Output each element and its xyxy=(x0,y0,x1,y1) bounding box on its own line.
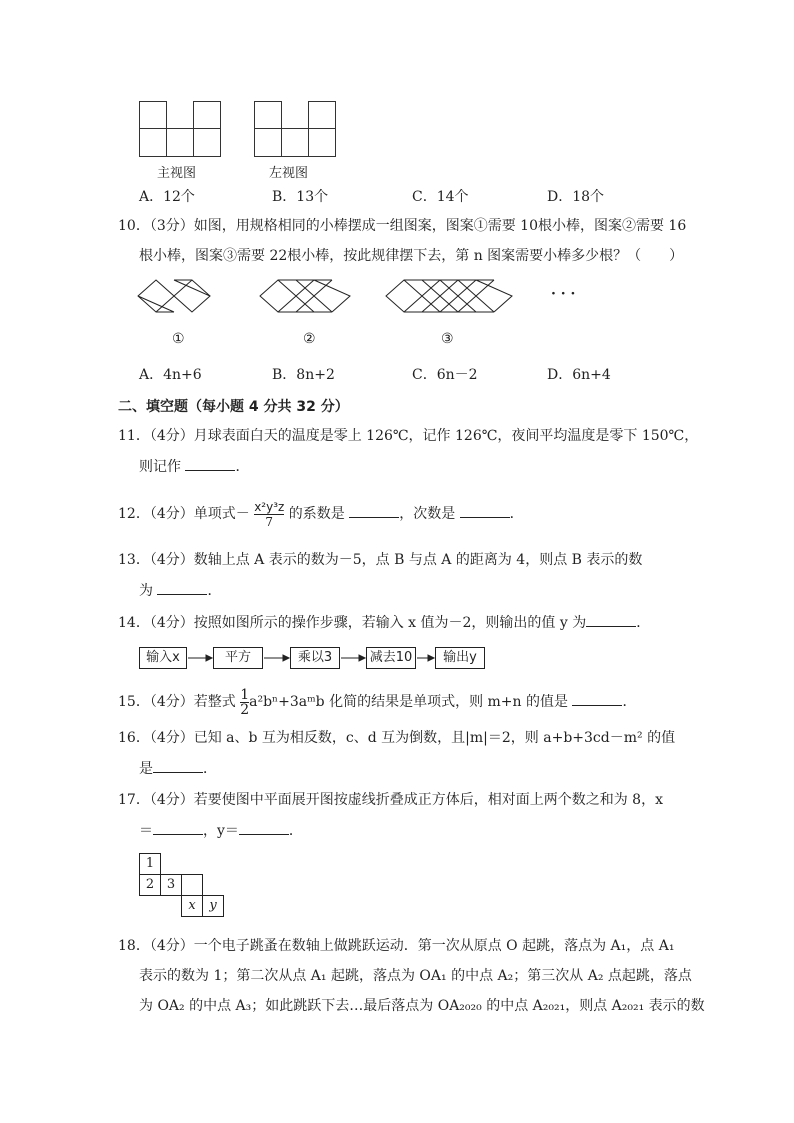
q15-pre: 15．（4分）若整式 xyxy=(118,694,236,710)
q11-line2 xyxy=(139,456,249,477)
q10-line2: 根小棒，图案③需要 22根小棒，按此规律摆下去，第 n 图案需要小棒多少根？（ ） xyxy=(139,248,684,264)
net-cell-blank xyxy=(181,874,203,896)
front-view-figure xyxy=(139,101,221,157)
q14-line1 xyxy=(118,612,650,633)
left-view-figure xyxy=(254,101,336,157)
q13-line2-post: ． xyxy=(207,583,222,599)
q14-answer-blank[interactable] xyxy=(586,612,636,627)
q9-option-c: C．14个 xyxy=(412,189,469,205)
q9-option-d: D．18个 xyxy=(547,189,605,205)
net-cell-2: 2 xyxy=(139,874,161,896)
q12-line xyxy=(118,498,524,530)
net-cell-3: 3 xyxy=(160,874,182,896)
q9-option-a: A．12个 xyxy=(139,189,195,205)
net-cell-y: y xyxy=(202,895,224,917)
q15-denominator: 2 xyxy=(240,701,250,718)
flow-step-square: 平方 xyxy=(213,647,263,669)
q13-line2-pre: 为 xyxy=(139,583,153,599)
q18-line3: 为 OA₂ 的中点 A₃；如此跳跃下去…最后落点为 OA₂₀₂₀ 的中点 A₂₀₂₁，则点 A₂₀₂₁ 表示的数 xyxy=(139,998,705,1014)
q12-mid2: ，次数是 xyxy=(399,506,456,522)
q15-line xyxy=(118,684,636,720)
flow-step-input: 输入x xyxy=(139,647,187,669)
q17-line2-a: ＝ xyxy=(139,823,153,839)
q10-option-a: A．4n+6 xyxy=(139,367,202,383)
q12-fraction xyxy=(254,500,284,529)
q18-line1: 18．（4分）一个电子跳蚤在数轴上做跳跃运动．第一次从原点 O 起跳，落点为 A₁，点 A₁ xyxy=(118,938,675,954)
q15-answer-blank[interactable] xyxy=(572,691,622,706)
q16-answer-blank[interactable] xyxy=(153,758,203,773)
flow-step-multiply: 乘以3 xyxy=(290,647,340,669)
q11-line1: 11．（4分）月球表面白天的温度是零上 126℃，记作 126℃，夜间平均温度是零下 150℃， xyxy=(118,428,699,444)
q10-option-d: D．6n+4 xyxy=(547,367,611,383)
front-view-label: 主视图 xyxy=(157,166,197,181)
q16-line2-pre: 是 xyxy=(139,761,153,777)
q12-denominator: 7 xyxy=(265,514,274,529)
flow-step-subtract: 减去10 xyxy=(366,647,416,669)
left-view-label: 左视图 xyxy=(269,166,309,181)
q13-line2 xyxy=(139,580,221,601)
q17-line2-b: ，y＝ xyxy=(203,823,239,839)
net-cell-1: 1 xyxy=(139,853,161,875)
q16-line2-post: ． xyxy=(203,761,217,777)
q11-answer-blank[interactable] xyxy=(185,456,235,471)
q17-line2 xyxy=(139,820,303,841)
q11-line2-pre: 则记作 xyxy=(139,459,181,475)
net-cell-x: x xyxy=(181,895,203,917)
q13-answer-blank[interactable] xyxy=(157,580,207,595)
q12-mid: 的系数是 xyxy=(288,506,345,522)
q13-line1: 13．（4分）数轴上点 A 表示的数为－5，点 B 与点 A 的距离为 4，则点 B 表示的数 xyxy=(118,552,643,568)
q12-post: ． xyxy=(509,506,524,522)
q12-coefficient-blank[interactable] xyxy=(349,503,399,518)
q12-degree-blank[interactable] xyxy=(460,503,510,518)
pattern-label-2: ② xyxy=(303,331,316,347)
q15-expression: a²bⁿ+3aᵐb 化简的结果是单项式，则 m+n 的值是 xyxy=(249,694,568,710)
q15-fraction xyxy=(240,688,249,717)
flow-step-output: 输出y xyxy=(435,647,485,669)
q17-line2-c: ． xyxy=(288,823,303,839)
q14-post: ． xyxy=(636,615,651,631)
pattern-label-3: ③ xyxy=(441,331,454,347)
q12-pre: 12．（4分）单项式－ xyxy=(118,506,250,522)
pattern-ellipsis: · · · xyxy=(551,286,576,302)
q17-y-blank[interactable] xyxy=(239,820,289,835)
q16-line1: 16．（4分）已知 a、b 互为相反数，c、d 互为倒数，且|m|＝2，则 a+b+3cd－m² 的值 xyxy=(118,730,676,746)
q16-line2 xyxy=(139,758,217,779)
q10-option-b: B．8n+2 xyxy=(272,367,335,383)
q10-line1: 10．（3分）如图，用规格相同的小棒摆成一组图案，图案①需要 10根小棒，图案②需要 16 xyxy=(118,218,687,234)
q12-numerator: x²y³z xyxy=(254,499,285,514)
q9-option-b: B．13个 xyxy=(272,189,329,205)
cube-net-figure xyxy=(139,853,229,919)
stick-patterns-figure xyxy=(130,272,600,322)
q17-x-blank[interactable] xyxy=(153,820,203,835)
q17-line1: 17．（4分）若要使图中平面展开图按虚线折叠成正方体后，相对面上两个数之和为 8，x xyxy=(118,792,663,808)
q10-option-c: C．6n－2 xyxy=(412,367,478,383)
pattern-label-1: ① xyxy=(172,331,185,347)
q15-numerator: 1 xyxy=(240,686,250,703)
q18-line2: 表示的数为 1；第二次从点 A₁ 起跳，落点为 OA₁ 的中点 A₂；第三次从 A₂ 点起跳，落点 xyxy=(139,968,692,984)
q11-line2-post: ． xyxy=(235,459,250,475)
q14-text: 14．（4分）按照如图所示的操作步骤，若输入 x 值为－2，则输出的值 y 为 xyxy=(118,615,587,631)
flow-arrows xyxy=(186,650,436,666)
q15-post: ． xyxy=(622,694,637,710)
section-heading: 二、填空题（每小题 4 分共 32 分） xyxy=(118,399,349,415)
